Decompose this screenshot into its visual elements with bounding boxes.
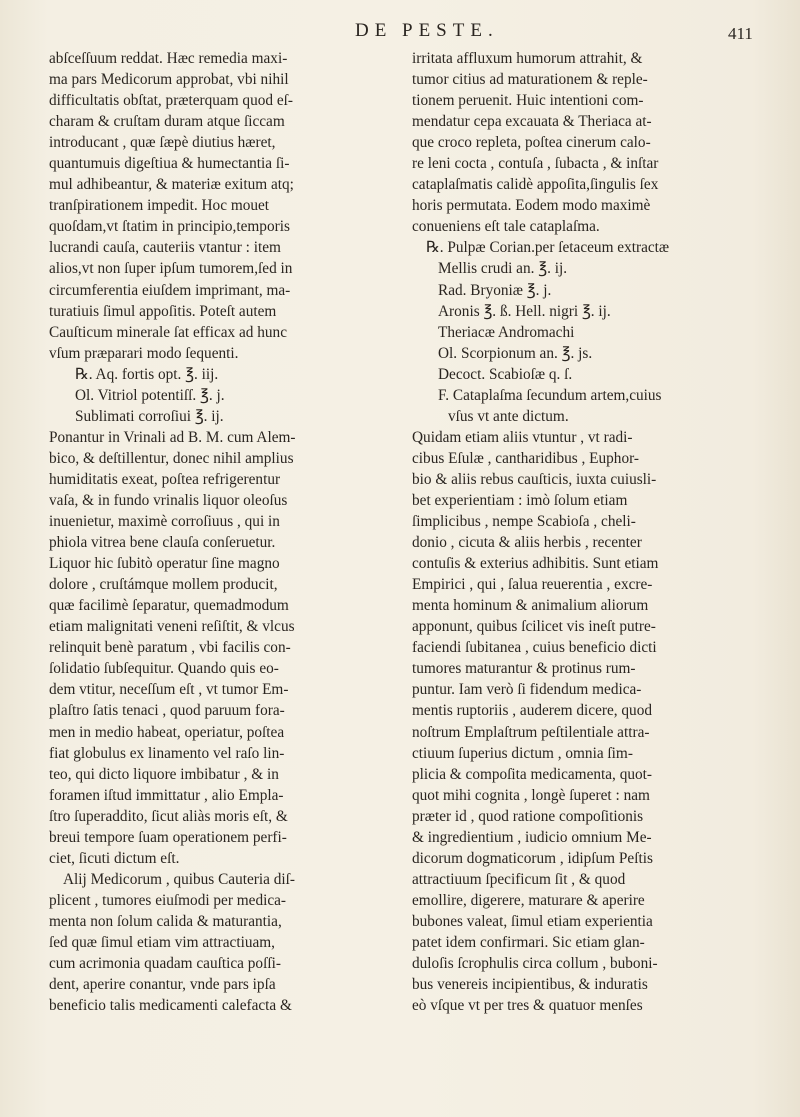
running-header	[0, 18, 800, 48]
left-column-line: plicent , tumores eiuſmodi per medica-	[49, 891, 287, 909]
left-column-line: turatiuis ſimul appoſitis. Poteſt autem	[49, 302, 277, 320]
running-title-right: PESTE.	[402, 20, 499, 41]
right-column-line: tumor citius ad maturationem & reple-	[412, 71, 648, 89]
right-column-line: mendatur cepa excauata & Theriaca at-	[412, 113, 652, 131]
right-column-line: conueniens eſt tale cataplaſma.	[412, 218, 600, 236]
left-column-line: Liquor hic ſubitò operatur ſine magno	[49, 555, 280, 573]
right-column-line: tionem peruenit. Huic intentioni com-	[412, 92, 644, 110]
left-column-line: quantumuis digeſtiua & humectantia ſi-	[49, 155, 290, 173]
right-column-line: bus venereis incipientibus, & induratis	[412, 976, 648, 994]
right-column-line: Quidam etiam aliis vtuntur , vt radi-	[412, 428, 633, 446]
right-column-line: cibus Eſulæ , cantharidibus , Euphor-	[412, 449, 639, 467]
left-column-line: men in medio habeat, operiatur, poſtea	[49, 723, 285, 741]
left-column-line: relinquit benè paratum , vbi facilis con-	[49, 639, 291, 657]
right-column-line: dicorum dogmaticorum , idipſum Peſtis	[412, 849, 653, 867]
right-column-line: vſus vt ante dictum.	[448, 407, 569, 425]
left-column-line: Ol. Vitriol potentiſſ. ℥. j.	[75, 386, 225, 404]
left-column-line: menta non ſolum calida & maturantia,	[49, 912, 282, 930]
left-column-line: Cauſticum minerale ſat efficax ad hunc	[49, 323, 287, 341]
left-column-line: mul adhibeantur, & materiæ exitum atq;	[49, 176, 294, 194]
left-column-line: ſed quæ ſimul etiam vim attractiuam,	[49, 933, 276, 951]
right-column-line: præter id , quod ratione compoſitionis	[412, 807, 644, 825]
left-column-line: quoſdam,vt ſtatim in principio,temporis	[49, 218, 290, 236]
left-column-line: circumferentia eiuſdem imprimant, ma-	[49, 281, 291, 299]
right-column-line: Theriacæ Andromachi	[438, 323, 575, 341]
right-column-line: irritata affluxum humorum attrahit, &	[412, 50, 643, 67]
right-column-line: ſimplicibus , nempe Scabioſa , cheli-	[412, 513, 636, 531]
right-column-line: Decoct. Scabioſæ q. ſ.	[438, 365, 573, 383]
right-column-line: ℞. Pulpæ Corian.per ſetaceum extractæ	[426, 239, 670, 257]
left-column-line: vaſa, & in fundo vrinalis liquor oleoſus	[49, 491, 288, 509]
left-column-line: ciet, ſicuti dictum eſt.	[49, 849, 180, 867]
right-column-line: re leni cocta , contuſa , ſubacta , & inſtar	[412, 155, 659, 173]
left-column-line: quæ facilimè ſeparatur, quemadmodum	[49, 597, 289, 615]
left-column-line: lucrandi cauſa, cauteriis vtantur : item	[49, 239, 281, 257]
left-column-line: bico, & deſtillentur, donec nihil amplius	[49, 449, 294, 467]
right-column-line: menta hominum & animalium aliorum	[412, 597, 649, 615]
left-column-line: plaſtro ſatis tenaci , quod paruum fora-	[49, 702, 285, 720]
left-text-column	[49, 48, 395, 1016]
left-column-line: phiola vitrea bene clauſa conſeruetur.	[49, 534, 276, 552]
left-column-line: ℞. Aq. fortis opt. ℥. iij.	[75, 365, 219, 383]
page-number: 411	[728, 24, 753, 43]
left-column-line: Sublimati corroſiui ℥. ij.	[75, 407, 224, 425]
left-column-line: alios,vt non ſuper ipſum tumorem,ſed in	[49, 260, 293, 278]
right-column-line: faciendi ſubitanea , cuius beneficio dicti	[412, 639, 657, 657]
left-column-line: beneficio talis medicamenti calefacta &	[49, 997, 292, 1015]
right-column-line: Mellis crudi an. ℥. ij.	[438, 260, 568, 278]
right-column-line: ctiuum ſuperius dictum , omnia ſim-	[412, 744, 633, 762]
left-column-line: ſolidatio ſubſequitur. Quando quis eo-	[49, 660, 279, 678]
left-column-line: etiam malignitati veneni reſiſtit, & vlcus	[49, 618, 295, 636]
right-column-line: patet idem confirmari. Sic etiam glan-	[412, 933, 645, 951]
right-column-line: noſtrum Emplaſtrum peſtilentiale attra-	[412, 723, 650, 741]
right-column-line: mentis ruptoriis , auderem dicere, quod	[412, 702, 653, 720]
right-column-line: cataplaſmatis calidè appoſita,ſingulis ſex	[412, 176, 659, 194]
right-column-line: que croco repleta, poſtea cinerum calo-	[412, 134, 651, 152]
right-text-column	[412, 48, 764, 1016]
left-column-line: inuenietur, maximè corroſiuus , qui in	[49, 513, 280, 531]
right-column-line: F. Cataplaſma ſecundum artem,cuius	[438, 386, 662, 404]
right-column-line: Ol. Scorpionum an. ℥. js.	[438, 344, 593, 362]
left-column-line: dolore , cruſtámque mollem producit,	[49, 576, 278, 594]
right-column-line: quot mihi cognita , longè ſuperet : nam	[412, 786, 650, 804]
left-column-line: dem vtitur, neceſſum eſt , vt tumor Em-	[49, 681, 289, 699]
left-column-line: Alij Medicorum , quibus Cauteria diſ-	[63, 870, 295, 888]
right-column-line: tumores maturantur & protinus rum-	[412, 660, 636, 678]
left-column-line: charam & cruſtam duram atque ſiccam	[49, 113, 285, 131]
right-column-line: Rad. Bryoniæ ℥. j.	[438, 281, 552, 299]
left-column-line: Ponantur in Vrinali ad B. M. cum Alem-	[49, 428, 296, 446]
right-column-line: bio & aliis rebus cauſticis, iuxta cuiusli-	[412, 470, 657, 488]
left-column-line: foramen iſtud immittatur , alio Empla-	[49, 786, 284, 804]
right-column-line: Aronis ℥. ß. Hell. nigri ℥. ij.	[438, 302, 611, 320]
left-column-line: ma pars Medicorum approbat, vbi nihil	[49, 71, 289, 89]
left-column-line: introducant , quæ ſæpè diutius hæret,	[49, 134, 276, 152]
right-column-line: & ingredientium , iudicio omnium Me-	[412, 828, 652, 846]
right-column-line: bet experientiam : imò ſolum etiam	[412, 491, 628, 509]
left-column-line: tranſpirationem impedit. Hoc mouet	[49, 197, 270, 215]
right-column-line: attractiuum ſpecificum ſit , & quod	[412, 870, 626, 888]
right-column-line: duloſis ſcrophulis circa collum , buboni-	[412, 955, 658, 973]
left-column-line: ſtro ſuperaddito, ſicut aliàs moris eſt, &	[49, 807, 288, 825]
right-column-line: emollire, digerere, maturare & aperire	[412, 891, 645, 909]
right-column-line: donio , cicuta & aliis herbis , recenter	[412, 534, 642, 552]
left-column-line: breui tempore ſuam operationem perfi-	[49, 828, 287, 846]
right-column-line: apponunt, quibus ſcilicet vis ineſt putre-	[412, 618, 656, 636]
running-title-left: DE	[355, 20, 393, 41]
right-column-line: bubones valeat, ſimul etiam experientia	[412, 912, 653, 930]
right-column-line: eò vſque vt per tres & quatuor menſes	[412, 997, 643, 1015]
right-column-line: plicia & compoſita medicamenta, quot-	[412, 765, 652, 783]
left-column-line: cum acrimonia quadam cauſtica poſſi-	[49, 955, 281, 973]
left-column-line: fiat globulus ex linamento vel raſo lin-	[49, 744, 285, 762]
left-column-line: abſceſſuum reddat. Hæc remedia maxi-	[49, 50, 288, 67]
right-column-line: contuſis & exterius adhibitis. Sunt etiam	[412, 555, 659, 573]
right-column-line: Empirici , qui , ſalua reuerentia , excre-	[412, 576, 653, 594]
left-column-line: difficultatis obſtat, præterquam quod eſ-	[49, 92, 293, 110]
left-column-line: teo, qui dicto liquore imbibatur , & in	[49, 765, 279, 783]
right-column-line: puntur. Iam verò ſi fidendum medica-	[412, 681, 642, 699]
left-column-line: humiditatis exeat, poſtea refrigerentur	[49, 470, 281, 488]
left-column-line: dent, aperire conantur, vnde pars ipſa	[49, 976, 276, 994]
left-column-line: vſum præparari modo ſequenti.	[49, 344, 239, 362]
right-column-line: horis permutata. Eodem modo maximè	[412, 197, 651, 215]
